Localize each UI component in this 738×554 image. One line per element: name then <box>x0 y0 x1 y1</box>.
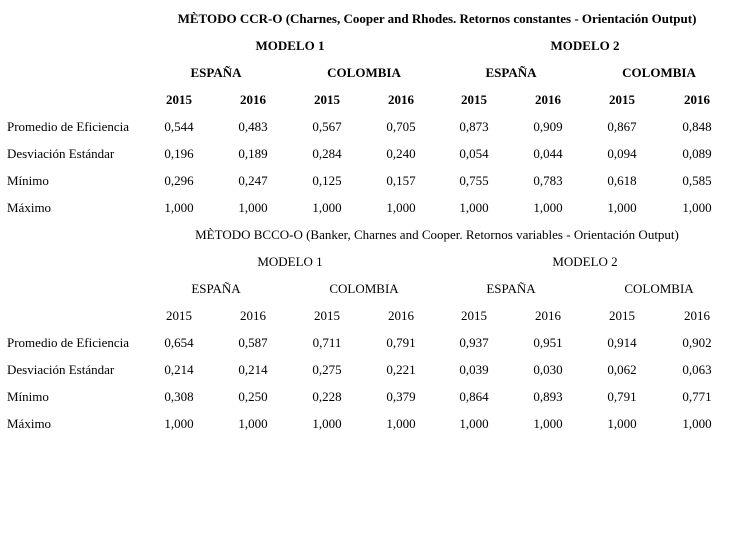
table-cell: 0,247 <box>238 173 268 188</box>
table-cell: 0,189 <box>238 146 268 161</box>
table-cell: 1,000 <box>312 416 342 431</box>
table-title-row <box>0 221 738 248</box>
country-header: COLOMBIA <box>329 281 399 296</box>
country-header: ESPAÑA <box>190 65 242 80</box>
year-header: 2016 <box>240 308 266 323</box>
country-header: ESPAÑA <box>485 65 537 80</box>
row-label: Mínimo <box>7 389 49 404</box>
year-header: 2016 <box>388 308 414 323</box>
table-row <box>0 329 738 356</box>
table-cell: 1,000 <box>238 416 268 431</box>
table-cell: 0,567 <box>312 119 342 134</box>
table-cell: 1,000 <box>164 416 194 431</box>
model-header: MODELO 1 <box>257 254 323 269</box>
table-cell: 1,000 <box>164 200 194 215</box>
table-row <box>0 410 738 437</box>
table-cell: 0,711 <box>312 335 342 350</box>
table-row <box>0 167 738 194</box>
table-cell: 1,000 <box>607 416 637 431</box>
table-cell: 0,030 <box>533 362 563 377</box>
model-header: MODELO 1 <box>255 38 325 53</box>
year-header: 2015 <box>609 308 635 323</box>
table-row <box>0 383 738 410</box>
year-header: 2015 <box>461 92 487 107</box>
row-label: Máximo <box>7 200 52 215</box>
row-label: Promedio de Eficiencia <box>7 335 130 350</box>
table-cell: 0,848 <box>682 119 712 134</box>
table-cell: 1,000 <box>459 200 489 215</box>
table-cell: 0,873 <box>459 119 489 134</box>
table-cell: 0,618 <box>607 173 637 188</box>
year-header: 2015 <box>166 308 192 323</box>
table-cell: 0,044 <box>533 146 563 161</box>
table-cell: 1,000 <box>682 416 712 431</box>
table-cell: 0,902 <box>682 335 712 350</box>
row-label: Promedio de Eficiencia <box>7 119 130 134</box>
table-cell: 1,000 <box>386 200 416 215</box>
year-header: 2016 <box>535 308 561 323</box>
table-cell: 1,000 <box>459 416 489 431</box>
table-cell: 0,771 <box>682 389 712 404</box>
table-cell: 1,000 <box>312 200 342 215</box>
model-header-row <box>0 32 738 59</box>
table-title: MÈTODO CCR-O (Charnes, Cooper and Rhodes. Retornos constantes - Orientación Output) <box>177 11 697 26</box>
table-cell: 0,914 <box>607 335 637 350</box>
table-row <box>0 140 738 167</box>
row-label: Desviación Estándar <box>7 362 115 377</box>
table-cell: 0,483 <box>238 119 268 134</box>
table-cell: 0,909 <box>533 119 563 134</box>
table-row <box>0 113 738 140</box>
table-cell: 1,000 <box>386 416 416 431</box>
table-cell: 0,379 <box>386 389 416 404</box>
table-cell: 0,062 <box>607 362 637 377</box>
model-header-row <box>0 248 738 275</box>
country-header: COLOMBIA <box>624 281 694 296</box>
table-cell: 0,240 <box>386 146 416 161</box>
table-cell: 1,000 <box>682 200 712 215</box>
table-cell: 1,000 <box>533 200 563 215</box>
country-header-row <box>0 59 738 86</box>
table-cell: 0,094 <box>607 146 637 161</box>
table-cell: 0,228 <box>312 389 342 404</box>
table-title-row <box>0 5 738 32</box>
year-header: 2015 <box>461 308 487 323</box>
table-cell: 0,196 <box>164 146 194 161</box>
table-cell: 0,755 <box>459 173 489 188</box>
year-header: 2016 <box>535 92 561 107</box>
year-header-row <box>0 86 738 113</box>
table-cell: 0,791 <box>607 389 637 404</box>
table-cell: 0,214 <box>238 362 268 377</box>
table-cell: 0,867 <box>607 119 637 134</box>
table-row <box>0 356 738 383</box>
table-cell: 0,275 <box>312 362 342 377</box>
country-header-row <box>0 275 738 302</box>
table-cell: 0,705 <box>386 119 416 134</box>
country-header: COLOMBIA <box>327 65 401 80</box>
table-cell: 0,063 <box>682 362 712 377</box>
table-cell: 0,089 <box>682 146 712 161</box>
table-cell: 0,893 <box>533 389 563 404</box>
table-cell: 1,000 <box>607 200 637 215</box>
year-header-row <box>0 302 738 329</box>
table-cell: 0,039 <box>459 362 489 377</box>
table-cell: 0,284 <box>312 146 342 161</box>
table-cell: 0,157 <box>386 173 416 188</box>
table-cell: 0,221 <box>386 362 416 377</box>
table-title: MÈTODO BCCO-O (Banker, Charnes and Cooper. Retornos variables - Orientación Output) <box>195 227 679 242</box>
table-row <box>0 194 738 221</box>
country-header: ESPAÑA <box>191 281 241 296</box>
table-cell: 0,587 <box>238 335 268 350</box>
row-label: Desviación Estándar <box>7 146 115 161</box>
year-header: 2015 <box>166 92 192 107</box>
row-label: Máximo <box>7 416 52 431</box>
country-header: ESPAÑA <box>486 281 536 296</box>
row-label: Mínimo <box>7 173 49 188</box>
table-cell: 0,654 <box>164 335 194 350</box>
table-cell: 0,308 <box>164 389 194 404</box>
year-header: 2016 <box>684 308 710 323</box>
table-cell: 0,250 <box>238 389 268 404</box>
table-cell: 0,125 <box>312 173 342 188</box>
table-cell: 1,000 <box>533 416 563 431</box>
table-cell: 0,864 <box>459 389 489 404</box>
model-header: MODELO 2 <box>550 38 620 53</box>
year-header: 2016 <box>240 92 266 107</box>
model-header: MODELO 2 <box>552 254 618 269</box>
year-header: 2015 <box>314 92 340 107</box>
year-header: 2016 <box>388 92 414 107</box>
table-cell: 0,791 <box>386 335 416 350</box>
year-header: 2016 <box>684 92 710 107</box>
table-cell: 0,214 <box>164 362 194 377</box>
table-cell: 0,585 <box>682 173 712 188</box>
table-cell: 0,951 <box>533 335 563 350</box>
table-cell: 0,937 <box>459 335 489 350</box>
table-cell: 0,544 <box>164 119 194 134</box>
table-cell: 0,783 <box>533 173 563 188</box>
table-cell: 0,296 <box>164 173 194 188</box>
year-header: 2015 <box>609 92 635 107</box>
country-header: COLOMBIA <box>622 65 696 80</box>
table-cell: 1,000 <box>238 200 268 215</box>
year-header: 2015 <box>314 308 340 323</box>
table-cell: 0,054 <box>459 146 489 161</box>
